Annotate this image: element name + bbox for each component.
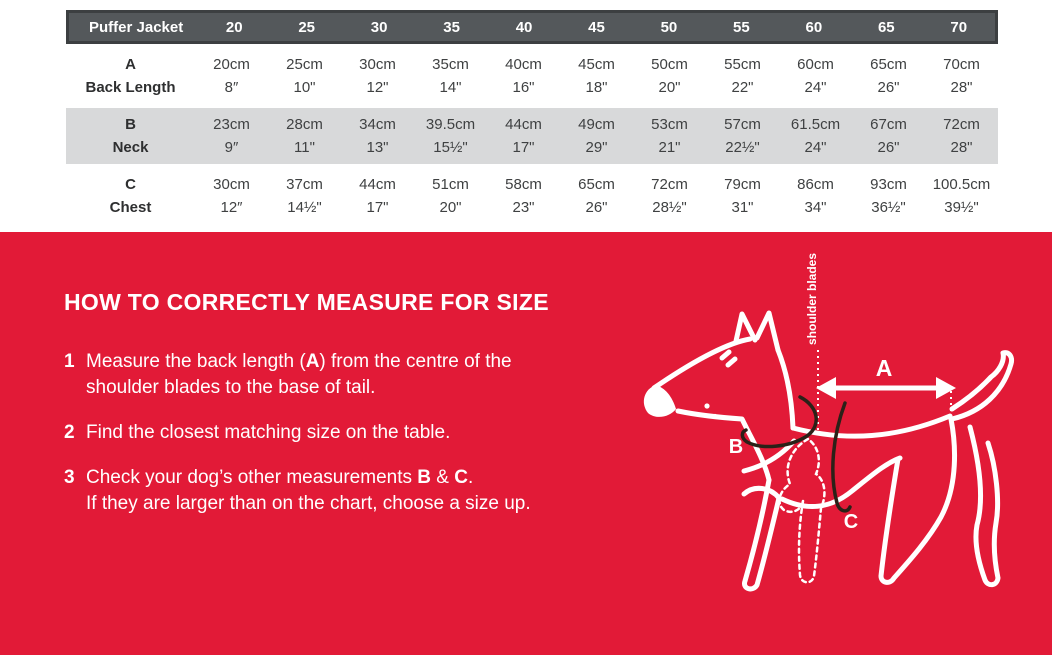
cell-C-65 bbox=[852, 173, 925, 219]
value-cm: 34cm bbox=[359, 116, 396, 133]
dog-jaw bbox=[678, 411, 748, 431]
cell-C-55 bbox=[706, 173, 779, 219]
cell-C-60 bbox=[779, 173, 852, 219]
step-line bbox=[86, 349, 512, 375]
step-line bbox=[86, 465, 531, 491]
value-cm: 39.5cm bbox=[425, 116, 476, 133]
measurement-label-A bbox=[66, 53, 195, 99]
dog-ear-right bbox=[757, 313, 778, 350]
value-cm: 30cm bbox=[359, 56, 396, 73]
value-inches: 15½" bbox=[433, 139, 468, 156]
step-segment: C bbox=[454, 467, 468, 488]
cell-C-40 bbox=[487, 173, 560, 219]
step-number: 1 bbox=[64, 351, 75, 372]
value-cm: 55cm bbox=[724, 56, 761, 73]
value-cm: 44cm bbox=[505, 116, 542, 133]
value-inches: 26" bbox=[877, 79, 900, 96]
dog-outline bbox=[644, 313, 1012, 589]
value-cm: 40cm bbox=[505, 56, 542, 73]
measure-tape-c bbox=[833, 403, 858, 533]
value-cm: 60cm bbox=[797, 56, 834, 73]
cell-C-25 bbox=[268, 173, 341, 219]
value-cm: 50cm bbox=[651, 56, 688, 73]
value-cm: 51cm bbox=[432, 176, 469, 193]
step-line bbox=[86, 375, 512, 401]
size-column-50: 50 bbox=[660, 18, 678, 36]
step-text bbox=[86, 349, 512, 401]
value-inches: 24" bbox=[804, 79, 827, 96]
cell-A-70 bbox=[925, 53, 998, 99]
value-inches: 10" bbox=[293, 79, 316, 96]
cell-B-30 bbox=[341, 113, 414, 159]
value-cm: 86cm bbox=[797, 176, 834, 193]
value-cm: 57cm bbox=[724, 116, 761, 133]
value-inches: 16" bbox=[512, 79, 535, 96]
value-cm: 23cm bbox=[213, 116, 250, 133]
value-cm: 61.5cm bbox=[790, 116, 841, 133]
value-inches: 34" bbox=[804, 199, 827, 216]
measurement-name: Chest bbox=[109, 199, 152, 216]
value-cm: 20cm bbox=[213, 56, 250, 73]
measure-guide-section bbox=[0, 232, 1052, 655]
value-cm: 70cm bbox=[943, 56, 980, 73]
value-cm: 100.5cm bbox=[932, 176, 991, 193]
guide-title: HOW TO CORRECTLY MEASURE FOR SIZE bbox=[64, 289, 549, 315]
step-segment: Check your dog’s other measurements bbox=[86, 467, 418, 488]
label-b: B bbox=[728, 436, 744, 458]
size-table bbox=[66, 10, 998, 224]
value-inches: 31" bbox=[731, 199, 754, 216]
cell-C-30 bbox=[341, 173, 414, 219]
dog-elbow-tuft bbox=[744, 488, 779, 498]
value-cm: 72cm bbox=[943, 116, 980, 133]
size-column-60: 60 bbox=[805, 18, 823, 36]
step-segment: Measure the back length ( bbox=[86, 351, 306, 372]
value-inches: 22" bbox=[731, 79, 754, 96]
dog-muzzle-top bbox=[654, 339, 750, 388]
cell-A-20 bbox=[195, 53, 268, 99]
dog-measure-diagram bbox=[632, 245, 1052, 655]
value-inches: 28" bbox=[950, 79, 973, 96]
size-column-45: 45 bbox=[588, 18, 605, 36]
cell-A-45 bbox=[560, 53, 633, 99]
shoulder-blades-label: shoulder blades bbox=[805, 252, 819, 345]
value-cm: 30cm bbox=[213, 176, 250, 193]
step-text bbox=[86, 465, 531, 517]
step-segment: Find the closest matching size on the table. bbox=[86, 422, 451, 443]
label-a: A bbox=[875, 355, 893, 381]
dog-chest-front bbox=[748, 431, 769, 480]
dog-muzzle-dot-1 bbox=[704, 403, 709, 408]
value-inches: 13" bbox=[366, 139, 389, 156]
cell-B-35 bbox=[414, 113, 487, 159]
cell-A-30 bbox=[341, 53, 414, 99]
size-table-row-C bbox=[66, 168, 998, 224]
cell-A-60 bbox=[779, 53, 852, 99]
value-inches: 26" bbox=[877, 139, 900, 156]
value-inches: 39½" bbox=[944, 199, 979, 216]
value-cm: 45cm bbox=[578, 56, 615, 73]
guide-steps bbox=[64, 349, 624, 536]
cell-B-20 bbox=[195, 113, 268, 159]
cell-C-35 bbox=[414, 173, 487, 219]
dog-hidden-leg-dashed bbox=[799, 439, 824, 582]
puffer-jacket-label: Puffer Jacket bbox=[89, 18, 184, 36]
value-cm: 25cm bbox=[286, 56, 323, 73]
value-inches: 12" bbox=[366, 79, 389, 96]
step-segment: If they are larger than on the chart, choose a size up. bbox=[86, 493, 531, 514]
dog-eye-ticks bbox=[722, 352, 735, 365]
step-segment: . bbox=[467, 467, 474, 488]
dog-head-back bbox=[778, 350, 793, 428]
value-inches: 21" bbox=[658, 139, 681, 156]
dog-rear-leg-far bbox=[970, 427, 998, 585]
cell-A-35 bbox=[414, 53, 487, 99]
step-segment: A bbox=[305, 351, 320, 372]
value-cm: 44cm bbox=[359, 176, 396, 193]
measurement-letter: B bbox=[125, 116, 136, 133]
value-cm: 67cm bbox=[870, 116, 907, 133]
value-inches: 28½" bbox=[652, 199, 687, 216]
measurement-name: Neck bbox=[112, 139, 149, 156]
size-column-25: 25 bbox=[298, 18, 316, 36]
step-line bbox=[86, 491, 531, 517]
dog-belly-line bbox=[782, 458, 900, 507]
cell-A-50 bbox=[633, 53, 706, 99]
value-cm: 35cm bbox=[432, 56, 469, 73]
size-column-20: 20 bbox=[225, 18, 243, 36]
measurement-label-B bbox=[66, 113, 195, 159]
dog-rear-leg-near bbox=[881, 419, 955, 582]
step-segment: & bbox=[431, 467, 455, 488]
measurement-letter: C bbox=[125, 176, 136, 193]
value-inches: 36½" bbox=[871, 199, 906, 216]
size-column-30: 30 bbox=[370, 18, 388, 36]
cell-B-70 bbox=[925, 113, 998, 159]
cell-A-40 bbox=[487, 53, 560, 99]
step-text bbox=[86, 420, 450, 446]
dog-front-leg bbox=[744, 480, 779, 589]
cell-C-50 bbox=[633, 173, 706, 219]
cell-C-70 bbox=[925, 173, 998, 219]
value-inches: 14½" bbox=[287, 199, 322, 216]
dog-tail bbox=[952, 353, 1012, 419]
value-inches: 8″ bbox=[224, 79, 239, 96]
value-inches: 20" bbox=[439, 199, 462, 216]
cell-C-45 bbox=[560, 173, 633, 219]
cell-B-65 bbox=[852, 113, 925, 159]
arrow-a-head-right bbox=[936, 377, 956, 399]
value-cm: 72cm bbox=[651, 176, 688, 193]
size-table-row-B bbox=[66, 108, 998, 164]
guide-step-3 bbox=[64, 465, 624, 517]
step-number: 2 bbox=[64, 422, 75, 443]
step-segment: ) from the centre of the bbox=[319, 351, 512, 372]
step-segment: shoulder blades to the base of tail. bbox=[86, 377, 376, 398]
cell-B-40 bbox=[487, 113, 560, 159]
dog-nose bbox=[644, 385, 676, 417]
size-column-35: 35 bbox=[443, 18, 460, 36]
size-column-55: 55 bbox=[733, 18, 750, 36]
value-cm: 28cm bbox=[286, 116, 323, 133]
value-inches: 23" bbox=[512, 199, 535, 216]
size-column-40: 40 bbox=[515, 18, 533, 36]
label-c: C bbox=[843, 511, 859, 533]
cell-A-65 bbox=[852, 53, 925, 99]
size-table-header-row bbox=[66, 10, 998, 44]
step-segment: B bbox=[417, 467, 431, 488]
cell-A-25 bbox=[268, 53, 341, 99]
value-inches: 20" bbox=[658, 79, 681, 96]
guide-step-1 bbox=[64, 349, 624, 401]
value-cm: 58cm bbox=[505, 176, 542, 193]
value-inches: 17" bbox=[512, 139, 535, 156]
value-inches: 29" bbox=[585, 139, 608, 156]
dog-muzzle-dot-2 bbox=[713, 414, 717, 418]
value-inches: 11" bbox=[294, 139, 315, 156]
value-cm: 49cm bbox=[578, 116, 615, 133]
measurement-letter: A bbox=[125, 56, 136, 73]
measure-tape-b bbox=[729, 397, 816, 458]
value-inches: 12″ bbox=[220, 199, 243, 216]
step-line bbox=[86, 420, 450, 446]
guide-step-2 bbox=[64, 420, 624, 446]
value-cm: 93cm bbox=[870, 176, 907, 193]
measure-arrow-a bbox=[816, 355, 956, 417]
cell-B-60 bbox=[779, 113, 852, 159]
cell-B-55 bbox=[706, 113, 779, 159]
value-inches: 22½" bbox=[725, 139, 760, 156]
value-inches: 24" bbox=[804, 139, 827, 156]
cell-C-20 bbox=[195, 173, 268, 219]
measurement-name: Back Length bbox=[85, 79, 176, 96]
value-cm: 65cm bbox=[578, 176, 615, 193]
value-cm: 65cm bbox=[870, 56, 907, 73]
value-inches: 28" bbox=[950, 139, 973, 156]
value-inches: 14" bbox=[439, 79, 462, 96]
value-inches: 26" bbox=[585, 199, 608, 216]
value-cm: 53cm bbox=[651, 116, 688, 133]
value-cm: 79cm bbox=[724, 176, 761, 193]
value-cm: 37cm bbox=[286, 176, 323, 193]
value-inches: 18" bbox=[585, 79, 608, 96]
size-column-70: 70 bbox=[950, 18, 968, 36]
value-inches: 17" bbox=[366, 199, 389, 216]
dog-ear-left bbox=[736, 314, 755, 341]
cell-B-50 bbox=[633, 113, 706, 159]
measurement-label-C bbox=[66, 173, 195, 219]
size-column-65: 65 bbox=[877, 18, 895, 36]
step-number: 3 bbox=[64, 467, 75, 488]
value-inches: 9″ bbox=[224, 139, 239, 156]
cell-B-25 bbox=[268, 113, 341, 159]
cell-A-55 bbox=[706, 53, 779, 99]
size-table-row-A bbox=[66, 48, 998, 104]
cell-B-45 bbox=[560, 113, 633, 159]
